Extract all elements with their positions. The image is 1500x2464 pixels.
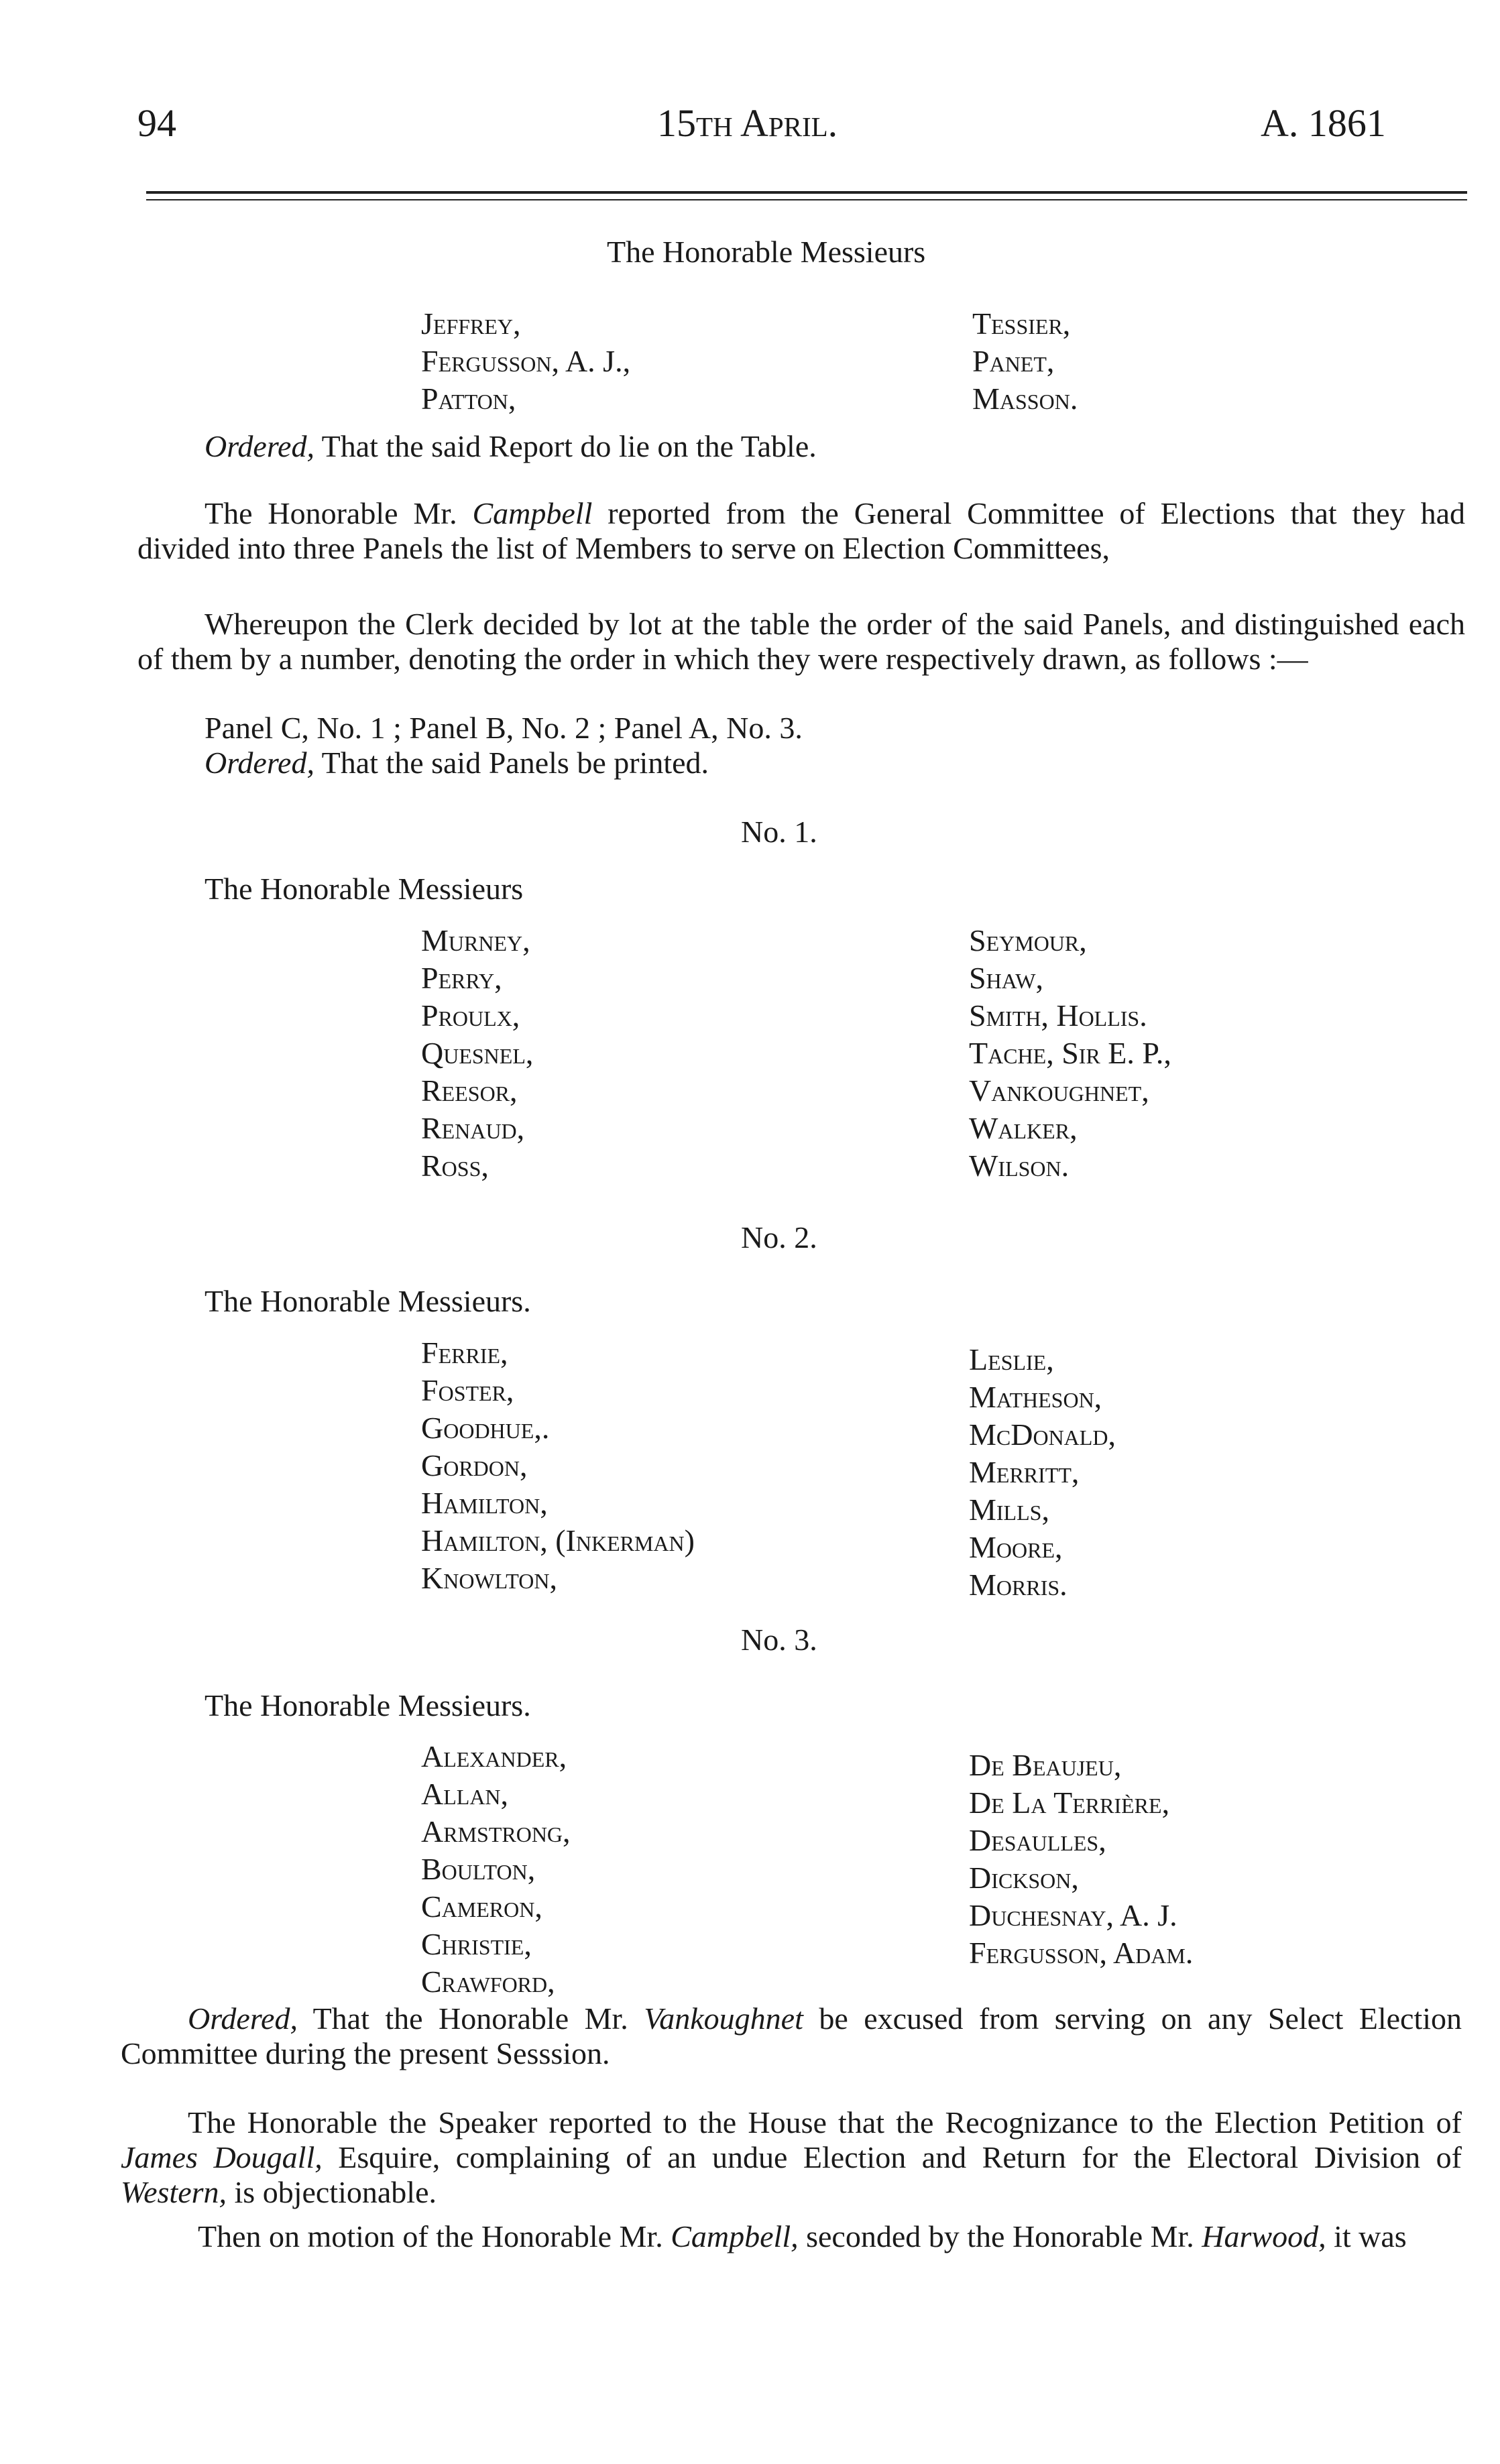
name-item: De La Terrière, — [969, 1785, 1170, 1820]
clerk-paragraph: Whereupon the Clerk decided by lot at the table the order of the said Panels, and distinguished each of them by a number, denoting the order in which they were respectively drawn, as follows :— — [137, 607, 1465, 676]
text-run: The Honorable Mr. — [205, 496, 457, 530]
name-item: Tessier, — [972, 306, 1071, 341]
running-head-date: 15th April. — [657, 101, 838, 145]
name-item: Matheson, — [969, 1380, 1102, 1414]
panel-heading: The Honorable Messieurs. — [205, 1284, 531, 1318]
name-item: McDonald, — [969, 1417, 1116, 1452]
panel-left-names — [421, 1738, 571, 2001]
panel-left-names — [421, 1334, 695, 1597]
text-run: That the Honorable Mr. — [312, 2001, 628, 2036]
panel-number: No. 3. — [741, 1623, 817, 1657]
name-item: Mills, — [969, 1492, 1049, 1527]
name-item: Dickson, — [969, 1861, 1079, 1895]
panel-right-names — [969, 1341, 1116, 1604]
panel-heading: The Honorable Messieurs. — [205, 1688, 531, 1722]
name-item: Goodhue,. — [421, 1411, 550, 1445]
ordered-printed-line — [205, 746, 709, 780]
text-run: is objectionable. — [234, 2175, 437, 2209]
panel-right-names — [969, 922, 1171, 1185]
messieurs-heading-top: The Honorable Messieurs — [607, 235, 926, 269]
name-item: Cameron, — [421, 1889, 542, 1924]
name-item: Shaw, — [969, 961, 1043, 995]
ordered-label: Ordered, — [205, 746, 314, 780]
text-run: Then on motion of the Honorable Mr. — [198, 2219, 663, 2253]
name-item: Smith, Hollis. — [969, 998, 1147, 1033]
name-item: Duchesnay, A. J. — [969, 1898, 1177, 1932]
name-item: Christie, — [421, 1927, 532, 1961]
text-run: reported from the General Committee of Elections that they had divided into three Panels the list of Members to serve on Election Committees, — [137, 496, 1466, 565]
top-right-names — [972, 305, 1078, 418]
name-item: Boulton, — [421, 1852, 536, 1886]
ordered-report-line — [205, 429, 817, 464]
name-item: Panet, — [972, 344, 1055, 378]
name-item: Morris. — [969, 1568, 1068, 1602]
ordered-label: Ordered, — [205, 429, 314, 463]
name-item: Armstrong, — [421, 1814, 571, 1849]
running-head-year: A. 1861 — [1261, 101, 1386, 145]
member-name: Campbell — [472, 496, 593, 530]
member-name: Campbell, — [671, 2219, 799, 2253]
name-item: Alexander, — [421, 1739, 567, 1773]
panel-right-names — [969, 1747, 1193, 1972]
name-item: Fergusson, A. J., — [421, 344, 631, 378]
text-run: The Honorable the Speaker reported to the House that the Recognizance to the Election Petition of — [188, 2105, 1462, 2139]
petitioner-name: James Dougall, — [121, 2140, 323, 2174]
name-item: Fergusson, Adam. — [969, 1936, 1194, 1970]
name-item: Ferrie, — [421, 1336, 508, 1370]
text-run: seconded by the Honorable Mr. — [806, 2219, 1194, 2253]
panel-order-line: Panel C, No. 1 ; Panel B, No. 2 ; Panel A, No. 3. — [205, 711, 803, 745]
speaker-paragraph — [121, 2105, 1462, 2210]
name-item: Walker, — [969, 1111, 1078, 1145]
panel-number: No. 2. — [741, 1220, 817, 1254]
name-item: Knowlton, — [421, 1561, 557, 1595]
name-item: Wilson. — [969, 1149, 1070, 1183]
name-item: Foster, — [421, 1373, 514, 1407]
name-item: Crawford, — [421, 1964, 555, 1999]
name-item: Murney, — [421, 923, 530, 957]
name-item: Vankoughnet, — [969, 1073, 1149, 1108]
campbell-paragraph — [137, 496, 1465, 566]
name-item: Gordon, — [421, 1448, 528, 1482]
top-left-names — [421, 305, 630, 418]
name-item: Renaud, — [421, 1111, 525, 1145]
motion-paragraph — [131, 2219, 1462, 2254]
name-item: Perry, — [421, 961, 502, 995]
name-item: Merritt, — [969, 1455, 1080, 1489]
ordered-text: That the said Report do lie on the Table. — [321, 429, 817, 463]
name-item: Desaulles, — [969, 1823, 1106, 1857]
member-name: Harwood, — [1202, 2219, 1326, 2253]
ordered-label: Ordered, — [188, 2001, 298, 2036]
name-item: De Beaujeu, — [969, 1748, 1122, 1782]
name-item: Hamilton, — [421, 1486, 548, 1520]
header-rule-thin — [146, 199, 1467, 200]
panel-heading: The Honorable Messieurs — [205, 872, 524, 906]
text-run: be excused from serving on any Select Election Committee during the present Sesssion. — [121, 2001, 1462, 2070]
ordered-text: That the said Panels be printed. — [321, 746, 709, 780]
name-item: Reesor, — [421, 1073, 518, 1108]
name-item: Leslie, — [969, 1342, 1054, 1376]
header-rule-thick — [146, 191, 1467, 194]
text-run: Esquire, complaining of an undue Election and Return for the Electoral Division of — [338, 2140, 1462, 2174]
name-item: Quesnel, — [421, 1036, 534, 1070]
division-name: Western, — [121, 2175, 227, 2209]
name-item: Allan, — [421, 1777, 509, 1811]
panel-number: No. 1. — [741, 815, 817, 849]
name-item: Seymour, — [969, 923, 1087, 957]
name-item: Patton, — [421, 382, 516, 416]
name-item: Moore, — [969, 1530, 1063, 1564]
name-item: Tache, Sir E. P., — [969, 1036, 1171, 1070]
name-item: Proulx, — [421, 998, 520, 1033]
excused-paragraph — [121, 2001, 1462, 2071]
panel-left-names — [421, 922, 533, 1185]
member-name: Vankoughnet — [644, 2001, 803, 2036]
name-item: Jeffrey, — [421, 306, 521, 341]
name-item: Ross, — [421, 1149, 489, 1183]
text-run: it was — [1334, 2219, 1407, 2253]
name-item: Masson. — [972, 382, 1078, 416]
name-item: Hamilton, (Inkerman) — [421, 1523, 695, 1558]
page-number: 94 — [137, 101, 176, 145]
